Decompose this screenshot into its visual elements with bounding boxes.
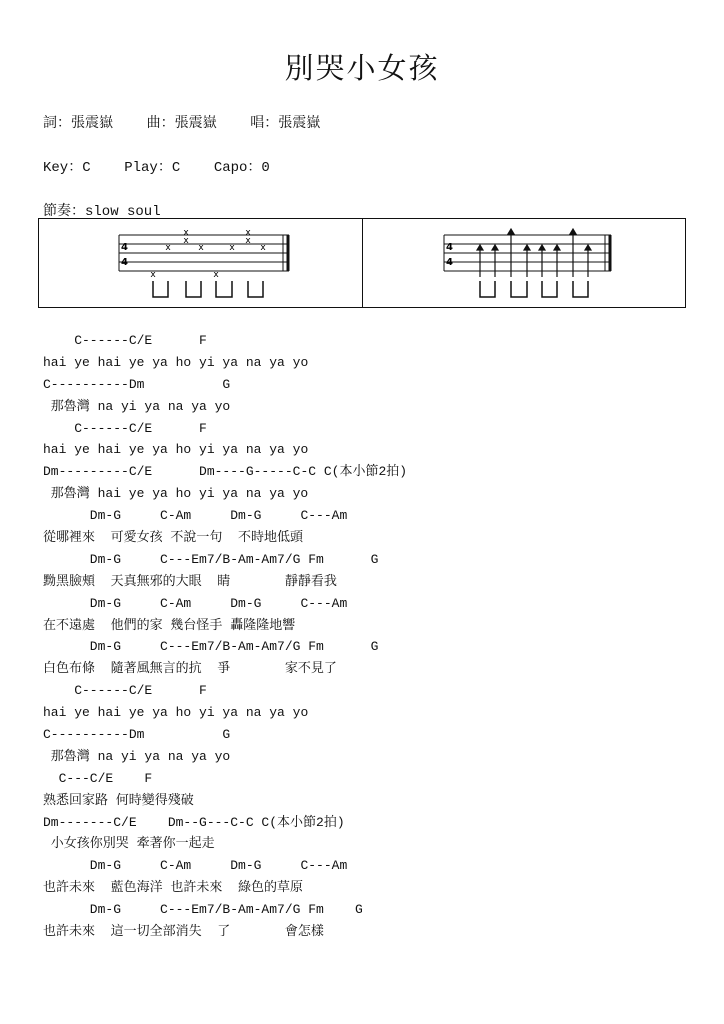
chord-line: Dm-G C---Em7/B-Am-Am7/G Fm G xyxy=(43,639,379,655)
lyric-line: 在不遠處 他們的家 幾台怪手 轟隆隆地響 xyxy=(43,617,296,633)
chord-line: Dm-G C-Am Dm-G C---Am xyxy=(43,595,348,611)
rhythm-notation xyxy=(39,219,687,309)
left-staff xyxy=(119,235,289,271)
chord-line: C----------Dm G xyxy=(43,376,231,392)
chord-line: Dm-G C-Am Dm-G C---Am xyxy=(43,858,348,874)
right-time-sig-top: 4 xyxy=(446,242,453,253)
chord-line: Dm-G C-Am Dm-G C---Am xyxy=(43,508,348,524)
lyric-line: 也許未來 藍色海洋 也許未來 綠色的草原 xyxy=(43,880,304,896)
x-mark: x xyxy=(260,243,266,253)
rhythm-pattern-box xyxy=(38,218,686,308)
right-time-sig-bottom: 4 xyxy=(446,257,453,268)
lyric-line: 白色布條 隨著風無言的抗 爭 家不見了 xyxy=(43,661,337,677)
rhythm-line: 節奏：slow soul xyxy=(43,204,161,220)
left-time-sig-top: 4 xyxy=(121,242,128,253)
song-title: 別哭小女孩 xyxy=(284,51,440,85)
chord-line: C------C/E F xyxy=(43,333,207,348)
chord-line: Dm-G C---Em7/B-Am-Am7/G Fm G xyxy=(43,551,379,567)
left-beams xyxy=(153,281,263,297)
chord-line: C----------Dm G xyxy=(43,727,231,743)
chord-line: C------C/E F xyxy=(43,683,207,699)
lyric-line: 黝黑臉頰 天真無邪的大眼 睛 靜靜看我 xyxy=(43,573,337,589)
right-beams xyxy=(480,281,588,297)
lyric-line: 也許未來 這一切全部消失 了 會怎樣 xyxy=(43,924,324,940)
x-mark: x xyxy=(183,236,189,246)
chord-line: Dm-G C---Em7/B-Am-Am7/G Fm G xyxy=(43,902,363,918)
credits-line: 詞：張震嶽 曲：張震嶽 唱：張震嶽 xyxy=(43,116,321,132)
chord-line: Dm---------C/E Dm----G-----C-C C(本小節2拍) xyxy=(43,464,408,480)
x-mark: x xyxy=(213,270,219,280)
lyric-line: 從哪裡來 可愛女孩 不說一句 不時地低頭 xyxy=(43,530,304,546)
chord-line: C---C/E F xyxy=(43,770,153,786)
chord-line: C------C/E F xyxy=(43,420,207,436)
lyric-line: hai ye hai ye ya ho yi ya na ya yo xyxy=(43,354,309,370)
lyric-line: hai ye hai ye ya ho yi ya na ya yo xyxy=(43,442,309,458)
lyric-line: 小女孩你別哭 牽著你一起走 xyxy=(43,836,215,852)
lyric-line: hai ye hai ye ya ho yi ya na ya yo xyxy=(43,705,309,721)
lyric-line: 那魯灣 hai ye ya ho yi ya na ya yo xyxy=(43,486,309,502)
lyric-line: 那魯灣 na yi ya na ya yo xyxy=(43,398,231,414)
x-mark: x xyxy=(198,243,204,253)
x-mark: x xyxy=(245,228,251,238)
left-x-marks xyxy=(150,228,266,280)
song-body xyxy=(43,330,693,943)
x-mark: x xyxy=(229,243,235,253)
x-mark: x xyxy=(150,270,156,280)
lyric-line: 那魯灣 na yi ya na ya yo xyxy=(43,748,231,764)
x-mark: x xyxy=(245,236,251,246)
chord-line: Dm-------C/E Dm--G---C-C C(本小節2拍) xyxy=(43,814,345,830)
lyric-line: 熟悉回家路 何時變得殘破 xyxy=(43,792,194,808)
left-time-sig-bottom: 4 xyxy=(121,257,128,268)
key-line: Key：C Play：C Capo：0 xyxy=(43,160,270,176)
x-mark: x xyxy=(165,243,171,253)
x-mark: x xyxy=(183,228,189,238)
